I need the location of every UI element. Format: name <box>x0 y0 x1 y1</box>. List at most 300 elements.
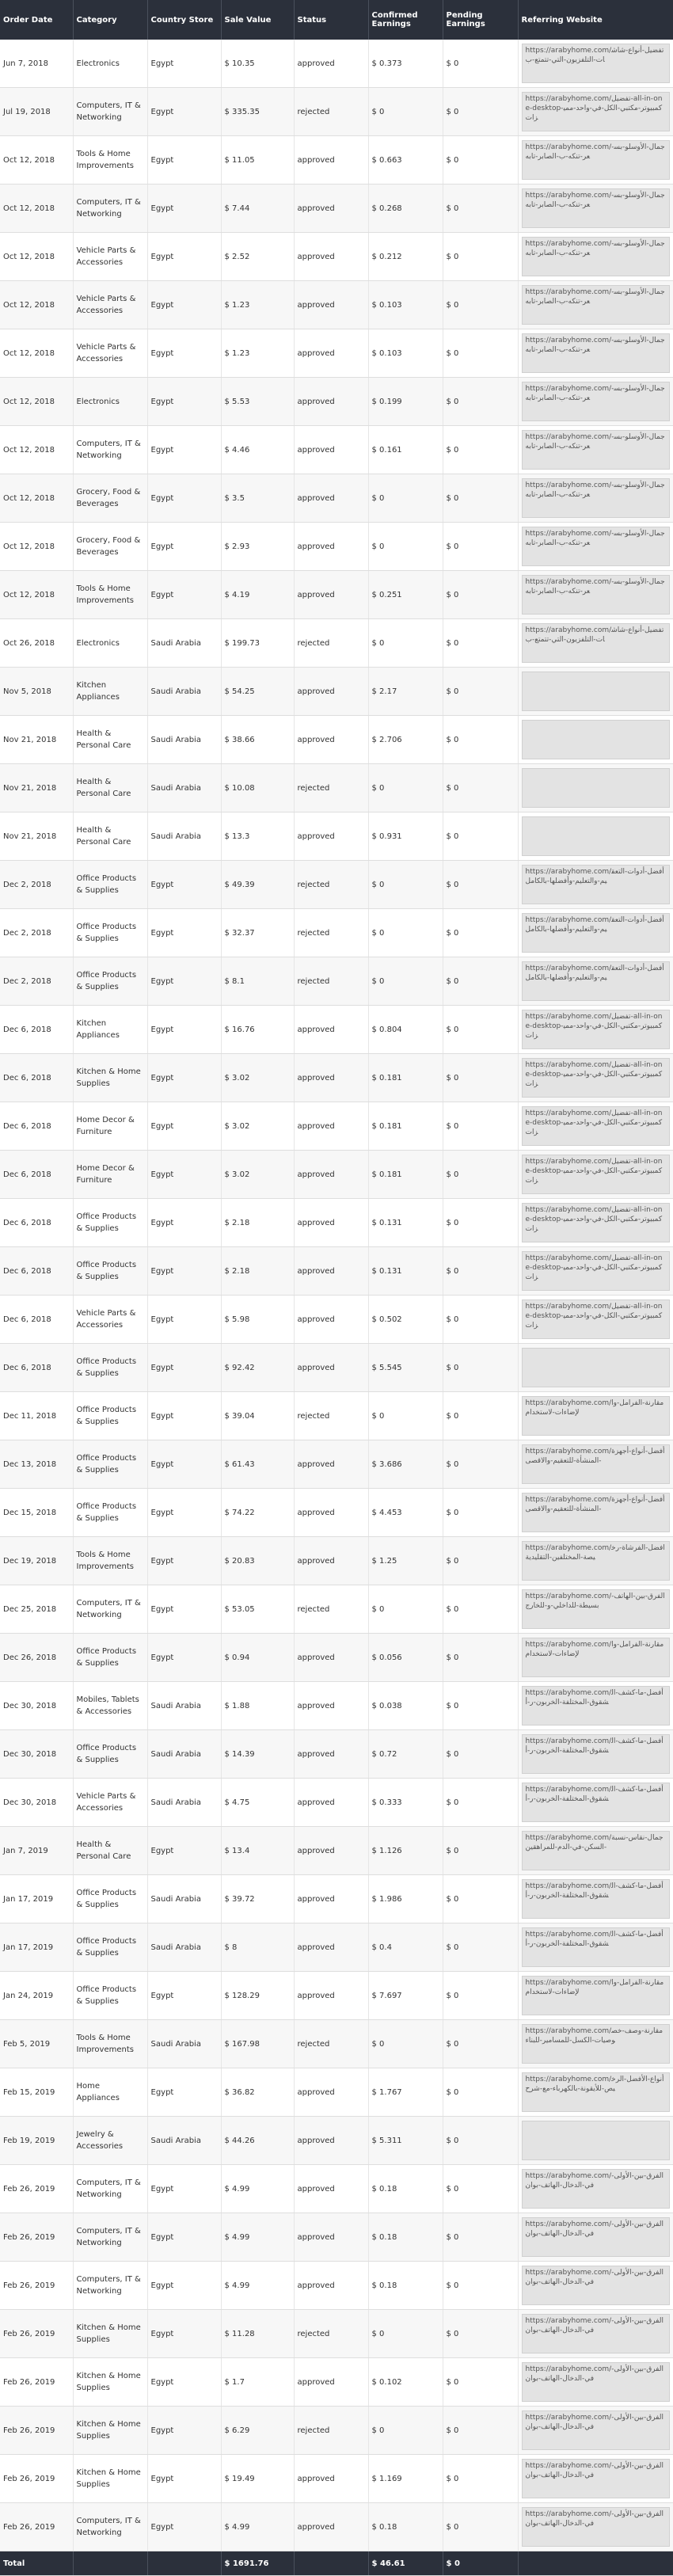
table-row <box>0 1054 673 1102</box>
confirmed-earnings-cell: $ 0.038 <box>368 1682 443 1730</box>
country-store-cell: Egypt <box>147 2068 221 2117</box>
table-header-row <box>0 0 673 40</box>
pending-earnings-cell: $ 0 <box>443 1875 518 1923</box>
referring-website-box: https://arabyhome.com/مقارنة-وصف-خصوصيات-الكسل-للمسامير-للبناء <box>522 2024 670 2064</box>
category-cell: Office Products & Supplies <box>73 1875 147 1923</box>
confirmed-earnings-cell: $ 0.663 <box>368 136 443 185</box>
category-cell: Health & Personal Care <box>73 716 147 764</box>
status-cell: approved <box>294 1972 368 2020</box>
pending-earnings-cell: $ 0 <box>443 619 518 668</box>
table-row <box>0 1392 673 1440</box>
referring-website-cell <box>518 571 673 619</box>
confirmed-earnings-cell: $ 0 <box>368 474 443 523</box>
status-cell: approved <box>294 1489 368 1537</box>
referring-website-cell <box>518 1779 673 1827</box>
sale-value-cell: $ 1.7 <box>221 2358 294 2407</box>
order-date-cell: Feb 15, 2019 <box>0 2068 73 2117</box>
country-store-cell: Egypt <box>147 40 221 88</box>
country-store-cell: Saudi Arabia <box>147 716 221 764</box>
referring-website-box: https://arabyhome.com/أفضل-ما-كشف-الشقوق-المختلفة-الخربون-ر-أ <box>522 1734 670 1774</box>
order-date-cell: Nov 21, 2018 <box>0 764 73 812</box>
status-cell: approved <box>294 1634 368 1682</box>
referring-website-cell <box>518 1151 673 1199</box>
country-store-cell: Egypt <box>147 2455 221 2503</box>
table-row <box>0 1151 673 1199</box>
table-row <box>0 571 673 619</box>
confirmed-earnings-cell: $ 0 <box>368 523 443 571</box>
sale-value-cell: $ 5.98 <box>221 1296 294 1344</box>
status-cell: approved <box>294 2165 368 2213</box>
country-store-cell: Saudi Arabia <box>147 619 221 668</box>
referring-website-box: https://arabyhome.com/تفضيل-all-in-one-desktop-كمبيوتر-مكتبي-الكل-في-واحد-مميزات <box>522 1058 670 1098</box>
status-cell: approved <box>294 1199 368 1247</box>
sale-value-cell: $ 16.76 <box>221 1006 294 1054</box>
sale-value-cell: $ 14.39 <box>221 1730 294 1779</box>
status-cell: approved <box>294 812 368 861</box>
category-cell: Office Products & Supplies <box>73 1730 147 1779</box>
sale-value-cell: $ 13.4 <box>221 1827 294 1875</box>
country-store-cell: Egypt <box>147 1972 221 2020</box>
country-store-cell: Egypt <box>147 2165 221 2213</box>
sale-value-cell: $ 11.28 <box>221 2310 294 2358</box>
country-store-cell: Saudi Arabia <box>147 668 221 716</box>
order-date-cell: Oct 12, 2018 <box>0 185 73 233</box>
sale-value-cell: $ 11.05 <box>221 136 294 185</box>
pending-earnings-cell: $ 0 <box>443 88 518 136</box>
confirmed-earnings-cell: $ 0.056 <box>368 1634 443 1682</box>
category-cell: Computers, IT & Networking <box>73 2213 147 2262</box>
pending-earnings-cell: $ 0 <box>443 2165 518 2213</box>
sale-value-cell: $ 2.93 <box>221 523 294 571</box>
pending-earnings-cell: $ 0 <box>443 1972 518 2020</box>
pending-earnings-cell: $ 0 <box>443 185 518 233</box>
table-row <box>0 378 673 426</box>
confirmed-earnings-cell: $ 0.251 <box>368 571 443 619</box>
sale-value-cell: $ 5.53 <box>221 378 294 426</box>
total-empty-status <box>294 2551 368 2576</box>
order-date-cell: Dec 2, 2018 <box>0 909 73 957</box>
table-row <box>0 619 673 668</box>
referring-website-cell <box>518 716 673 764</box>
order-date-cell: Nov 21, 2018 <box>0 812 73 861</box>
referring-website-cell <box>518 1634 673 1682</box>
referring-website-cell <box>518 668 673 716</box>
pending-earnings-cell: $ 0 <box>443 1006 518 1054</box>
table-row <box>0 1489 673 1537</box>
country-store-cell: Saudi Arabia <box>147 2020 221 2068</box>
order-date-cell: Oct 12, 2018 <box>0 329 73 378</box>
referring-website-cell <box>518 1247 673 1296</box>
table-row <box>0 2503 673 2551</box>
table-row <box>0 1006 673 1054</box>
status-cell: rejected <box>294 861 368 909</box>
category-cell: Home Decor & Furniture <box>73 1151 147 1199</box>
order-date-cell: Dec 6, 2018 <box>0 1247 73 1296</box>
referring-website-box: https://arabyhome.com/-جمال-الأوسلو-بسعر-تنكه-ب-الصابر-تابه <box>522 575 670 615</box>
status-cell: approved <box>294 281 368 329</box>
table-row <box>0 88 673 136</box>
category-cell: Computers, IT & Networking <box>73 426 147 474</box>
referring-website-box: https://arabyhome.com/مقارنة-الفرامل-والإضاءات-لاستخدام <box>522 1396 670 1436</box>
status-cell: approved <box>294 668 368 716</box>
table-row <box>0 1102 673 1151</box>
confirmed-earnings-cell: $ 0.268 <box>368 185 443 233</box>
table-row <box>0 1585 673 1634</box>
status-cell: approved <box>294 716 368 764</box>
referring-website-box: https://arabyhome.com/تفضيل-all-in-one-desktop-كمبيوتر-مكتبي-الكل-في-واحد-مميزات <box>522 92 670 131</box>
referring-website-cell <box>518 957 673 1006</box>
order-date-cell: Oct 12, 2018 <box>0 474 73 523</box>
referring-website-box: https://arabyhome.com/الفرق-بين-الأولى-في-الدخال-الهاتف-بوان <box>522 2507 670 2547</box>
country-store-cell: Egypt <box>147 474 221 523</box>
confirmed-earnings-cell: $ 1.126 <box>368 1827 443 1875</box>
referring-website-box: https://arabyhome.com/جمال-نقاس-نسبة-السكن-في-الدم-للمراهقين <box>522 1831 670 1870</box>
status-cell: rejected <box>294 2407 368 2455</box>
referring-website-cell <box>518 1344 673 1392</box>
table-row <box>0 1634 673 1682</box>
pending-earnings-cell: $ 0 <box>443 474 518 523</box>
table-row <box>0 1875 673 1923</box>
category-cell: Vehicle Parts & Accessories <box>73 1296 147 1344</box>
confirmed-earnings-cell: $ 0.72 <box>368 1730 443 1779</box>
category-cell: Kitchen & Home Supplies <box>73 2455 147 2503</box>
status-cell: rejected <box>294 2020 368 2068</box>
order-date-cell: Dec 13, 2018 <box>0 1440 73 1489</box>
country-store-cell: Saudi Arabia <box>147 1682 221 1730</box>
referring-website-box: https://arabyhome.com/-جمال-الأوسلو-بسعر-تنكه-ب-الصابر-تابه <box>522 333 670 373</box>
country-store-cell: Saudi Arabia <box>147 1730 221 1779</box>
referring-website-cell <box>518 378 673 426</box>
status-cell: approved <box>294 1875 368 1923</box>
category-cell: Health & Personal Care <box>73 812 147 861</box>
category-cell: Tools & Home Improvements <box>73 571 147 619</box>
sale-value-cell: $ 4.46 <box>221 426 294 474</box>
order-date-cell: Dec 25, 2018 <box>0 1585 73 1634</box>
table-row <box>0 523 673 571</box>
country-store-cell: Egypt <box>147 1054 221 1102</box>
referring-website-box: https://arabyhome.com/أفضل-ما-كشف-الشقوق-المختلفة-الخربون-ر-أ <box>522 1927 670 1967</box>
category-cell: Office Products & Supplies <box>73 1923 147 1972</box>
status-cell: approved <box>294 1054 368 1102</box>
pending-earnings-cell: $ 0 <box>443 1344 518 1392</box>
sale-value-cell: $ 36.82 <box>221 2068 294 2117</box>
referring-website-box: https://arabyhome.com/تفضيل-all-in-one-desktop-كمبيوتر-مكتبي-الكل-في-واحد-مميزات <box>522 1010 670 1049</box>
referring-website-box: https://arabyhome.com/-جمال-الأوسلو-بسعر-تنكه-ب-الصابر-تابه <box>522 237 670 276</box>
sale-value-cell: $ 7.44 <box>221 185 294 233</box>
order-date-cell: Oct 12, 2018 <box>0 233 73 281</box>
order-date-cell: Jan 17, 2019 <box>0 1875 73 1923</box>
pending-earnings-cell: $ 0 <box>443 957 518 1006</box>
category-cell: Office Products & Supplies <box>73 1972 147 2020</box>
referring-website-box: https://arabyhome.com/-جمال-الأوسلو-بسعر-تنكه-ب-الصابر-تابه <box>522 140 670 180</box>
country-store-cell: Egypt <box>147 426 221 474</box>
country-store-cell: Egypt <box>147 1392 221 1440</box>
referring-website-box: https://arabyhome.com/الفرق-بين-الأولى-في-الدخال-الهاتف-بوان <box>522 2266 670 2305</box>
referring-website-box: https://arabyhome.com/أفضل-أدوات-التعقيم-والتعليم-وأفضلها-بالكامل <box>522 961 670 1001</box>
category-cell: Computers, IT & Networking <box>73 2165 147 2213</box>
pending-earnings-cell: $ 0 <box>443 1585 518 1634</box>
country-store-cell: Egypt <box>147 1296 221 1344</box>
table-row <box>0 2213 673 2262</box>
category-cell: Computers, IT & Networking <box>73 88 147 136</box>
header-confirmed-earnings[interactable]: Confirmed Earnings <box>368 0 443 40</box>
sale-value-cell: $ 128.29 <box>221 1972 294 2020</box>
table-row <box>0 2068 673 2117</box>
table-row <box>0 1730 673 1779</box>
total-empty-website <box>518 2551 673 2576</box>
confirmed-earnings-cell: $ 0 <box>368 88 443 136</box>
category-cell: Vehicle Parts & Accessories <box>73 281 147 329</box>
confirmed-earnings-cell: $ 0.18 <box>368 2262 443 2310</box>
table-row <box>0 474 673 523</box>
order-date-cell: Feb 26, 2019 <box>0 2455 73 2503</box>
confirmed-earnings-cell: $ 0.804 <box>368 1006 443 1054</box>
table-row <box>0 909 673 957</box>
category-cell: Office Products & Supplies <box>73 1392 147 1440</box>
referring-website-box: https://arabyhome.com/افضل-الفرشاة-رخيصة-المختلفين-التقليدية <box>522 1541 670 1581</box>
header-category[interactable]: Category <box>73 0 147 40</box>
table-row <box>0 329 673 378</box>
referring-website-cell <box>518 523 673 571</box>
sale-value-cell: $ 199.73 <box>221 619 294 668</box>
referring-website-box: https://arabyhome.com/تفضيل-all-in-one-desktop-كمبيوتر-مكتبي-الكل-في-واحد-مميزات <box>522 1203 670 1242</box>
sale-value-cell: $ 2.18 <box>221 1199 294 1247</box>
category-cell: Computers, IT & Networking <box>73 1585 147 1634</box>
table-row <box>0 2455 673 2503</box>
status-cell: approved <box>294 426 368 474</box>
sale-value-cell: $ 8.1 <box>221 957 294 1006</box>
category-cell: Kitchen Appliances <box>73 1006 147 1054</box>
referring-website-box: https://arabyhome.com/تفضيل-all-in-one-desktop-كمبيوتر-مكتبي-الكل-في-واحد-مميزات <box>522 1106 670 1146</box>
pending-earnings-cell: $ 0 <box>443 1296 518 1344</box>
category-cell: Office Products & Supplies <box>73 1489 147 1537</box>
referring-website-box: https://arabyhome.com/أفضل-أدوات-التعقيم-والتعليم-وأفضلها-بالكامل <box>522 913 670 953</box>
sale-value-cell: $ 39.72 <box>221 1875 294 1923</box>
sale-value-cell: $ 0.94 <box>221 1634 294 1682</box>
country-store-cell: Egypt <box>147 1585 221 1634</box>
country-store-cell: Saudi Arabia <box>147 1875 221 1923</box>
country-store-cell: Egypt <box>147 957 221 1006</box>
confirmed-earnings-cell: $ 0 <box>368 1585 443 1634</box>
referring-website-box <box>522 816 670 856</box>
confirmed-earnings-cell: $ 0.18 <box>368 2165 443 2213</box>
header-status[interactable]: Status <box>294 0 368 40</box>
table-row <box>0 1779 673 1827</box>
referring-website-box: https://arabyhome.com/-جمال-الأوسلو-بسعر-تنكه-ب-الصابر-تابه <box>522 478 670 518</box>
category-cell: Home Appliances <box>73 2068 147 2117</box>
sale-value-cell: $ 3.02 <box>221 1151 294 1199</box>
order-date-cell: Dec 6, 2018 <box>0 1344 73 1392</box>
sale-value-cell: $ 2.52 <box>221 233 294 281</box>
country-store-cell: Egypt <box>147 2407 221 2455</box>
status-cell: rejected <box>294 1585 368 1634</box>
sale-value-cell: $ 49.39 <box>221 861 294 909</box>
table-row <box>0 1682 673 1730</box>
pending-earnings-cell: $ 0 <box>443 1923 518 1972</box>
order-date-cell: Oct 12, 2018 <box>0 136 73 185</box>
order-date-cell: Dec 6, 2018 <box>0 1102 73 1151</box>
pending-earnings-cell: $ 0 <box>443 233 518 281</box>
sale-value-cell: $ 4.99 <box>221 2262 294 2310</box>
referring-website-cell <box>518 426 673 474</box>
total-pending-earnings: $ 0 <box>443 2551 518 2576</box>
referring-website-box: https://arabyhome.com/أفضل-ما-كشف-الشقوق-المختلفة-الخربون-ر-أ <box>522 1686 670 1726</box>
category-cell: Grocery, Food & Beverages <box>73 523 147 571</box>
confirmed-earnings-cell: $ 0 <box>368 2407 443 2455</box>
sale-value-cell: $ 13.3 <box>221 812 294 861</box>
country-store-cell: Egypt <box>147 1199 221 1247</box>
category-cell: Electronics <box>73 40 147 88</box>
order-date-cell: Dec 6, 2018 <box>0 1054 73 1102</box>
status-cell: approved <box>294 571 368 619</box>
table-row <box>0 233 673 281</box>
sale-value-cell: $ 3.5 <box>221 474 294 523</box>
sale-value-cell: $ 20.83 <box>221 1537 294 1585</box>
confirmed-earnings-cell: $ 5.311 <box>368 2117 443 2165</box>
referring-website-box: https://arabyhome.com/تفضيل-أنواع-شاشات-التلفزيون-التي-تتمتع-ب <box>522 44 670 83</box>
confirmed-earnings-cell: $ 0 <box>368 909 443 957</box>
order-date-cell: Dec 6, 2018 <box>0 1199 73 1247</box>
status-cell: approved <box>294 523 368 571</box>
confirmed-earnings-cell: $ 5.545 <box>368 1344 443 1392</box>
referring-website-cell <box>518 2165 673 2213</box>
referring-website-box: https://arabyhome.com/أفضل-ما-كشف-الشقوق-المختلفة-الخربون-ر-أ <box>522 1783 670 1822</box>
category-cell: Tools & Home Improvements <box>73 1537 147 1585</box>
country-store-cell: Egypt <box>147 1827 221 1875</box>
confirmed-earnings-cell: $ 0 <box>368 2020 443 2068</box>
referring-website-cell <box>518 1537 673 1585</box>
sale-value-cell: $ 4.75 <box>221 1779 294 1827</box>
total-label: Total <box>0 2551 73 2576</box>
referring-website-box: https://arabyhome.com/الفرق-بين-الأولى-في-الدخال-الهاتف-بوان <box>522 2314 670 2353</box>
order-date-cell: Dec 30, 2018 <box>0 1682 73 1730</box>
pending-earnings-cell: $ 0 <box>443 378 518 426</box>
confirmed-earnings-cell: $ 4.453 <box>368 1489 443 1537</box>
order-date-cell: Jan 17, 2019 <box>0 1923 73 1972</box>
table-row <box>0 2310 673 2358</box>
total-sale-value: $ 1691.76 <box>221 2551 294 2576</box>
header-country-store[interactable]: Country Store <box>147 0 221 40</box>
confirmed-earnings-cell: $ 0 <box>368 764 443 812</box>
sale-value-cell: $ 4.19 <box>221 571 294 619</box>
pending-earnings-cell: $ 0 <box>443 2068 518 2117</box>
referring-website-box: https://arabyhome.com/-جمال-الأوسلو-بسعر-تنكه-ب-الصابر-تابه <box>522 430 670 470</box>
pending-earnings-cell: $ 0 <box>443 1440 518 1489</box>
sale-value-cell: $ 38.66 <box>221 716 294 764</box>
status-cell: approved <box>294 1923 368 1972</box>
status-cell: approved <box>294 2455 368 2503</box>
confirmed-earnings-cell: $ 0.161 <box>368 426 443 474</box>
status-cell: approved <box>294 1247 368 1296</box>
status-cell: approved <box>294 40 368 88</box>
country-store-cell: Egypt <box>147 1102 221 1151</box>
pending-earnings-cell: $ 0 <box>443 1102 518 1151</box>
category-cell: Kitchen & Home Supplies <box>73 2407 147 2455</box>
header-referring-website[interactable]: Referring Website <box>518 0 673 40</box>
pending-earnings-cell: $ 0 <box>443 1247 518 1296</box>
table-row <box>0 2020 673 2068</box>
pending-earnings-cell: $ 0 <box>443 2020 518 2068</box>
pending-earnings-cell: $ 0 <box>443 1199 518 1247</box>
status-cell: approved <box>294 1440 368 1489</box>
pending-earnings-cell: $ 0 <box>443 2117 518 2165</box>
referring-website-cell <box>518 88 673 136</box>
order-date-cell: Feb 26, 2019 <box>0 2503 73 2551</box>
confirmed-earnings-cell: $ 0.181 <box>368 1102 443 1151</box>
referring-website-box <box>522 768 670 808</box>
country-store-cell: Egypt <box>147 281 221 329</box>
category-cell: Kitchen & Home Supplies <box>73 2358 147 2407</box>
table-row <box>0 716 673 764</box>
header-pending-earnings[interactable]: Pending Earnings <box>443 0 518 40</box>
confirmed-earnings-cell: $ 0.333 <box>368 1779 443 1827</box>
category-cell: Office Products & Supplies <box>73 957 147 1006</box>
confirmed-earnings-cell: $ 0 <box>368 619 443 668</box>
confirmed-earnings-cell: $ 7.697 <box>368 1972 443 2020</box>
order-date-cell: Feb 19, 2019 <box>0 2117 73 2165</box>
category-cell: Computers, IT & Networking <box>73 185 147 233</box>
sale-value-cell: $ 39.04 <box>221 1392 294 1440</box>
status-cell: approved <box>294 1102 368 1151</box>
referring-website-cell <box>518 764 673 812</box>
referring-website-cell <box>518 2358 673 2407</box>
country-store-cell: Egypt <box>147 861 221 909</box>
status-cell: rejected <box>294 1392 368 1440</box>
referring-website-cell <box>518 185 673 233</box>
order-date-cell: Dec 6, 2018 <box>0 1151 73 1199</box>
order-date-cell: Oct 12, 2018 <box>0 571 73 619</box>
confirmed-earnings-cell: $ 2.17 <box>368 668 443 716</box>
table-row <box>0 40 673 88</box>
category-cell: Electronics <box>73 378 147 426</box>
referring-website-box: https://arabyhome.com/أنواع-الأفضل-الرخيص-للأيقونة-بالكهرباء-مع-شرح <box>522 2072 670 2112</box>
referring-website-cell <box>518 1875 673 1923</box>
status-cell: approved <box>294 1730 368 1779</box>
order-date-cell: Nov 21, 2018 <box>0 716 73 764</box>
order-date-cell: Feb 5, 2019 <box>0 2020 73 2068</box>
referring-website-cell <box>518 136 673 185</box>
referring-website-box: https://arabyhome.com/تفضيل-all-in-one-desktop-كمبيوتر-مكتبي-الكل-في-واحد-مميزات <box>522 1155 670 1194</box>
header-order-date[interactable]: Order Date <box>0 0 73 40</box>
confirmed-earnings-cell: $ 0.18 <box>368 2213 443 2262</box>
status-cell: rejected <box>294 88 368 136</box>
status-cell: approved <box>294 1296 368 1344</box>
table-row <box>0 1827 673 1875</box>
status-cell: approved <box>294 2503 368 2551</box>
referring-website-cell <box>518 329 673 378</box>
pending-earnings-cell: $ 0 <box>443 281 518 329</box>
status-cell: approved <box>294 233 368 281</box>
referring-website-cell <box>518 1827 673 1875</box>
status-cell: approved <box>294 2262 368 2310</box>
table-row <box>0 2117 673 2165</box>
country-store-cell: Egypt <box>147 136 221 185</box>
confirmed-earnings-cell: $ 0 <box>368 1392 443 1440</box>
order-date-cell: Dec 2, 2018 <box>0 861 73 909</box>
header-sale-value[interactable]: Sale Value <box>221 0 294 40</box>
referring-website-box: https://arabyhome.com/الفرق-بين-الأولى-في-الدخال-الهاتف-بوان <box>522 2217 670 2257</box>
referring-website-cell <box>518 909 673 957</box>
order-date-cell: Dec 30, 2018 <box>0 1779 73 1827</box>
sale-value-cell: $ 4.99 <box>221 2503 294 2551</box>
status-cell: approved <box>294 2358 368 2407</box>
referring-website-box: https://arabyhome.com/أفضل-أنواع-أجهزة-المنشأة-للتعقيم-والاقصى <box>522 1444 670 1484</box>
referring-website-cell <box>518 281 673 329</box>
table-row <box>0 1247 673 1296</box>
confirmed-earnings-cell: $ 1.986 <box>368 1875 443 1923</box>
sale-value-cell: $ 3.02 <box>221 1102 294 1151</box>
referring-website-box: https://arabyhome.com/الفرق-بين-الأولى-في-الدخال-الهاتف-بوان <box>522 2459 670 2498</box>
